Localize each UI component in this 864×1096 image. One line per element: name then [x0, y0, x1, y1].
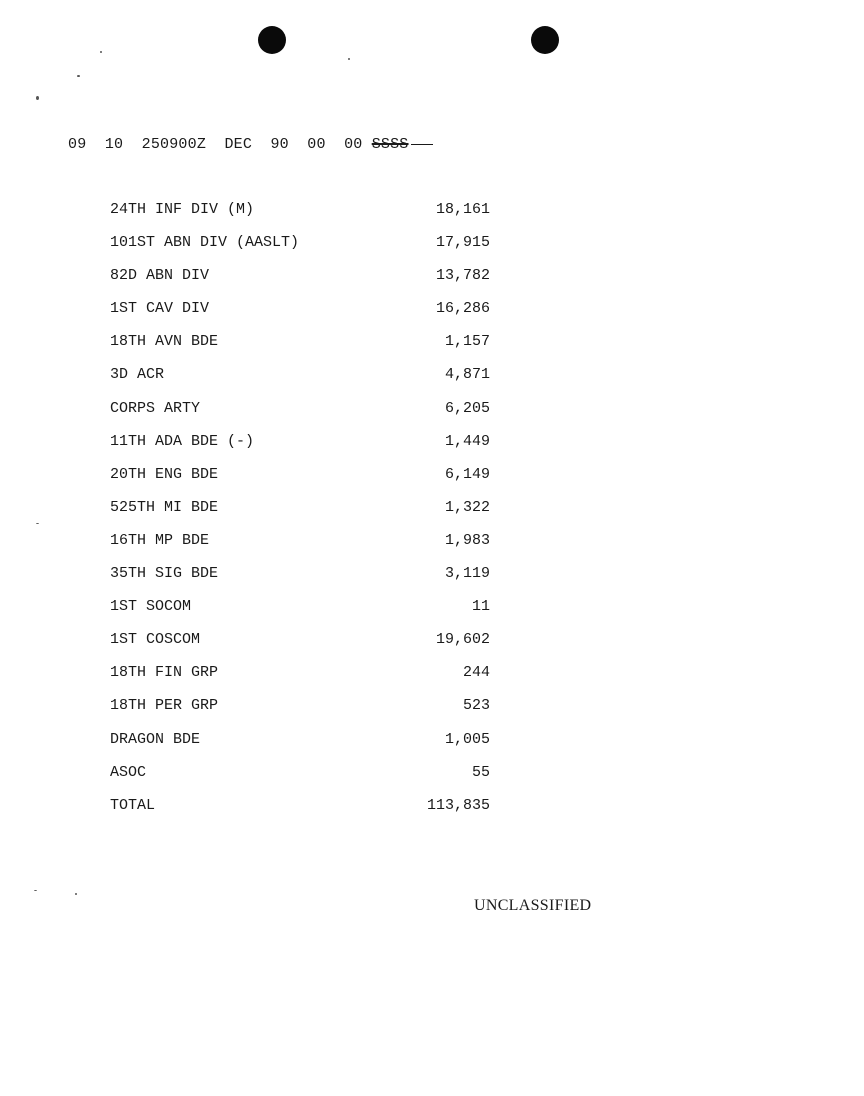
unit-strength-count: 13,782 — [435, 267, 490, 285]
scan-speck — [77, 75, 80, 77]
unit-strength-count: 6,149 — [444, 465, 490, 483]
unit-row — [110, 730, 510, 763]
unit-strength-count: 6,205 — [444, 399, 490, 417]
unit-name: 18TH AVN BDE — [110, 333, 219, 351]
header-year: 90 — [270, 136, 289, 153]
unit-strength-count: 113,835 — [426, 796, 490, 814]
scan-speck — [34, 890, 37, 891]
unit-strength-count: 16,286 — [435, 300, 490, 318]
unit-strength-count: 19,602 — [435, 631, 490, 649]
unit-row — [110, 233, 510, 266]
unit-row — [110, 597, 510, 630]
unit-name: 82D ABN DIV — [110, 267, 210, 285]
unit-name: 18TH FIN GRP — [110, 664, 219, 682]
unit-row — [110, 399, 510, 432]
unit-strength-count: 3,119 — [444, 565, 490, 583]
scan-speck — [100, 51, 102, 53]
unit-row — [110, 630, 510, 663]
scan-speck — [348, 58, 350, 60]
header-serial: 10 — [104, 136, 124, 153]
unit-row — [110, 663, 510, 696]
classification-marking: UNCLASSIFIED — [474, 897, 592, 914]
unit-strength-table — [110, 200, 510, 829]
punch-hole — [531, 26, 559, 54]
total-row — [110, 796, 510, 829]
unit-name: 1ST COSCOM — [110, 631, 201, 649]
unit-name: 525TH MI BDE — [110, 498, 219, 516]
unit-name: 101ST ABN DIV (AASLT) — [110, 234, 300, 252]
unit-name: 20TH ENG BDE — [110, 465, 219, 483]
unit-name: 18TH PER GRP — [110, 697, 219, 715]
punch-hole — [258, 26, 286, 54]
unit-row — [110, 266, 510, 299]
unit-name: 35TH SIG BDE — [110, 565, 219, 583]
unit-strength-count: 523 — [462, 697, 490, 715]
unit-strength-count: 1,005 — [444, 730, 490, 748]
message-header-line — [68, 136, 433, 153]
scan-speck — [36, 523, 39, 524]
header-field-b: 00 — [344, 136, 363, 153]
struck-rule — [411, 144, 433, 145]
unit-row — [110, 498, 510, 531]
header-month: DEC — [224, 136, 253, 153]
unit-strength-count: 1,449 — [444, 432, 490, 450]
header-field-a: 00 — [307, 136, 326, 153]
unit-name: DRAGON BDE — [110, 730, 201, 748]
unit-strength-count: 55 — [471, 763, 490, 781]
unit-row — [110, 365, 510, 398]
unit-strength-count: 1,157 — [444, 333, 490, 351]
header-dtg: 250900Z — [141, 136, 207, 153]
unit-strength-count: 18,161 — [435, 201, 490, 218]
unit-name: CORPS ARTY — [110, 399, 201, 417]
header-page: 09 — [68, 136, 87, 153]
unit-strength-count: 17,915 — [435, 234, 490, 252]
unit-name: 1ST SOCOM — [110, 598, 192, 616]
unit-name: 16TH MP BDE — [110, 531, 210, 549]
unit-name: 11TH ADA BDE (-) — [110, 432, 255, 450]
unit-row — [110, 531, 510, 564]
unit-strength-count: 244 — [462, 664, 490, 682]
scan-speck — [36, 96, 39, 100]
unit-row — [110, 763, 510, 796]
unit-row — [110, 432, 510, 465]
unit-name: TOTAL — [110, 796, 156, 814]
scan-speck — [75, 893, 77, 895]
unit-strength-count: 1,322 — [444, 498, 490, 516]
unit-row — [110, 332, 510, 365]
unit-row — [110, 200, 510, 233]
unit-row — [110, 299, 510, 332]
unit-name: 24TH INF DIV (M) — [110, 201, 255, 218]
unit-strength-count: 4,871 — [444, 366, 490, 384]
unit-name: 1ST CAV DIV — [110, 300, 210, 318]
unit-row — [110, 696, 510, 729]
unit-strength-count: 11 — [471, 598, 490, 616]
unit-row — [110, 564, 510, 597]
unit-row — [110, 465, 510, 498]
unit-strength-count: 1,983 — [444, 531, 490, 549]
unit-name: ASOC — [110, 763, 147, 781]
unit-name: 3D ACR — [110, 366, 165, 384]
header-struck-code: SSSS — [371, 136, 409, 153]
